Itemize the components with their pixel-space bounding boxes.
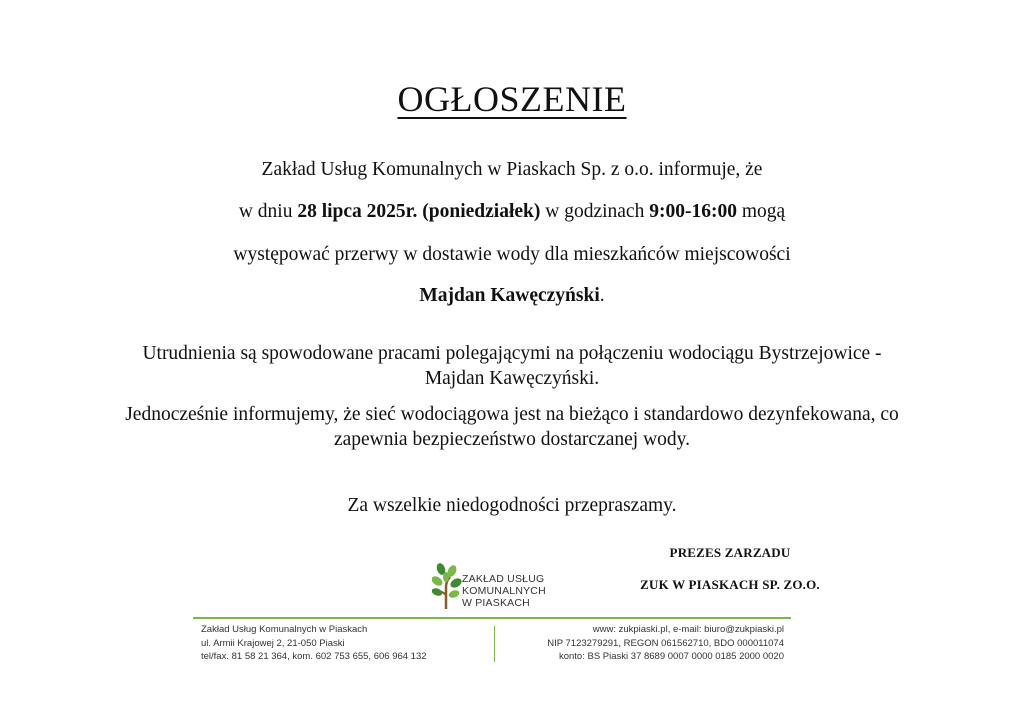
footer-vertical-divider bbox=[494, 626, 495, 662]
outage-weekday: (poniedziałek) bbox=[422, 201, 541, 222]
intro-line-2-pre: w dniu bbox=[238, 201, 298, 222]
intro-line-3: występować przerwy w dostawie wody dla mieszkańców miejscowości bbox=[233, 244, 791, 265]
reason-paragraph: Utrudnienia są spowodowane pracami polegającymi na połączeniu wodociągu Bystrzejowice - Majdan Kawęczyński. bbox=[142, 343, 882, 389]
footer-tax-ids: NIP 7123279291, REGON 061562710, BDO 000011074 bbox=[547, 637, 784, 649]
tree-leaves-icon bbox=[432, 561, 462, 611]
page-title: OGŁOSZENIE bbox=[397, 79, 627, 119]
footer-web-email: www: zukpiaski.pl, e-mail: biuro@zukpiaski.pl bbox=[592, 624, 784, 635]
signature-org: ZUK W PIASKACH SP. ZO.O. bbox=[640, 577, 820, 592]
disinfection-paragraph: Jednocześnie informujemy, że sieć wodociągowa jest na bieżąco i standardowo dezynfekowana, co zapewnia bezpieczeństwo dostarczanej wody. bbox=[125, 404, 899, 450]
logo-text bbox=[462, 573, 546, 609]
footer-company-name: Zakład Usług Komunalnych w Piaskach bbox=[201, 624, 368, 635]
signature-role: PREZES ZARZADU bbox=[669, 545, 791, 560]
footer-address bbox=[201, 623, 427, 664]
footer-phones: tel/fax. 81 58 21 364, kom. 602 753 655, 606 964 132 bbox=[201, 651, 427, 662]
logo-line-2: KOMUNALNYCH bbox=[462, 585, 546, 597]
intro-line-1: Zakład Usług Komunalnych w Piaskach Sp. z o.o. informuje, że bbox=[261, 159, 763, 180]
intro-line-4 bbox=[0, 285, 1024, 307]
intro-line-2-post: mogą bbox=[736, 201, 786, 222]
apology-paragraph: Za wszelkie niedogodności przepraszamy. bbox=[347, 495, 677, 516]
intro-line-2 bbox=[0, 201, 1024, 223]
intro-line-4-post: . bbox=[599, 285, 605, 306]
footer-street: ul. Armii Krajowej 2, 21-050 Piaski bbox=[201, 637, 345, 649]
outage-date: 28 lipca 2025r. bbox=[297, 201, 418, 222]
footer-contact bbox=[500, 623, 784, 664]
outage-hours: 9:00-16:00 bbox=[649, 201, 737, 222]
footer-divider bbox=[193, 617, 791, 619]
footer-bank-account: konto: BS Piaski 37 8689 0007 0000 0185 2000 0020 bbox=[558, 651, 784, 662]
company-logo bbox=[432, 561, 562, 613]
intro-line-2-mid: w godzinach bbox=[540, 201, 650, 222]
logo-line-3: W PIASKACH bbox=[462, 597, 530, 609]
affected-place: Majdan Kawęczyński bbox=[419, 285, 600, 306]
logo-line-1: ZAKŁAD USŁUG bbox=[462, 573, 545, 585]
